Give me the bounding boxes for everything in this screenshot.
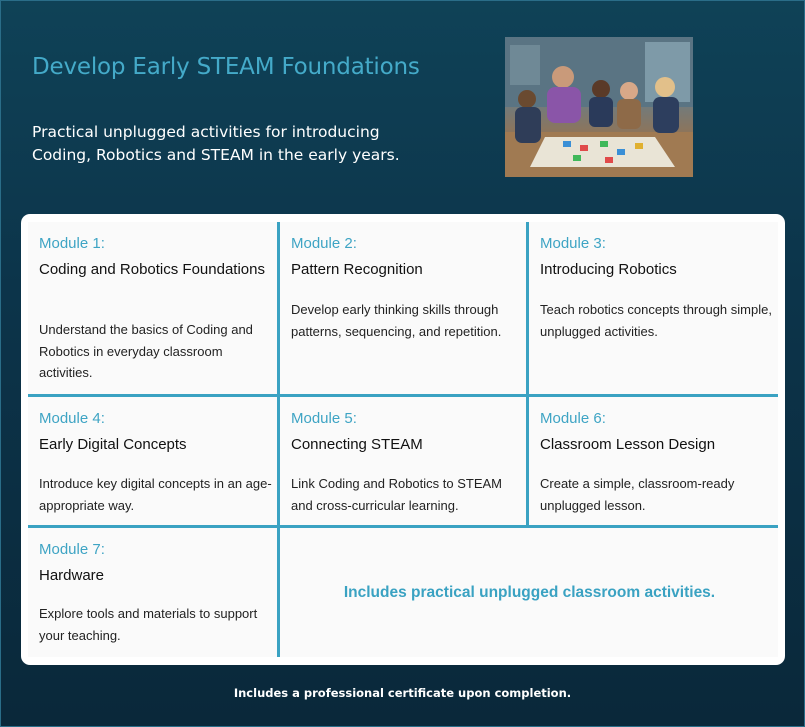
module-number: Module 1: <box>39 235 105 252</box>
module-card-6 <box>529 397 778 525</box>
module-description: Explore tools and materials to support your teaching. <box>39 606 258 643</box>
hero-title: Develop Early STEAM Foundations <box>32 54 420 80</box>
module-card-2 <box>280 222 526 394</box>
module-description: Understand the basics of Coding and Robotics in everyday classroom activities. <box>39 322 253 380</box>
module-description: Link Coding and Robotics to STEAM and cross-curricular learning. <box>291 476 502 513</box>
module-card-4 <box>28 397 277 525</box>
module-title: Early Digital Concepts <box>39 436 187 453</box>
module-card-7 <box>28 528 277 657</box>
grid-divider <box>28 394 778 397</box>
module-title: Coding and Robotics Foundations <box>39 261 265 278</box>
module-title: Classroom Lesson Design <box>540 436 716 453</box>
module-description: Create a simple, classroom-ready unplugged lesson. <box>540 476 735 513</box>
module-title: Introducing Robotics <box>540 261 677 278</box>
certificate-note: Includes a professional certificate upon completion. <box>233 686 572 700</box>
grid-divider <box>277 222 280 657</box>
module-number: Module 4: <box>39 410 105 427</box>
module-title: Hardware <box>39 567 105 584</box>
module-number: Module 5: <box>291 410 357 427</box>
module-description: Introduce key digital concepts in an age-appropriate way. <box>39 476 272 513</box>
module-number: Module 2: <box>291 235 357 252</box>
module-description: Develop early thinking skills through patterns, sequencing, and repetition. <box>291 302 502 339</box>
module-card-1 <box>28 222 277 394</box>
module-number: Module 3: <box>540 235 606 252</box>
hero-subtitle: Practical unplugged activities for introducing Coding, Robotics and STEAM in the early years. <box>32 123 400 164</box>
module-number: Module 6: <box>540 410 606 427</box>
module-title: Connecting STEAM <box>291 436 423 453</box>
module-title: Pattern Recognition <box>291 261 423 278</box>
activities-highlight: Includes practical unplugged classroom activities. <box>343 583 716 601</box>
module-card-5 <box>280 397 526 525</box>
module-card-3 <box>529 222 778 394</box>
module-description: Teach robotics concepts through simple, unplugged activities. <box>540 302 772 339</box>
classroom-photo <box>505 37 693 177</box>
module-number: Module 7: <box>39 541 105 558</box>
grid-divider <box>526 222 529 525</box>
